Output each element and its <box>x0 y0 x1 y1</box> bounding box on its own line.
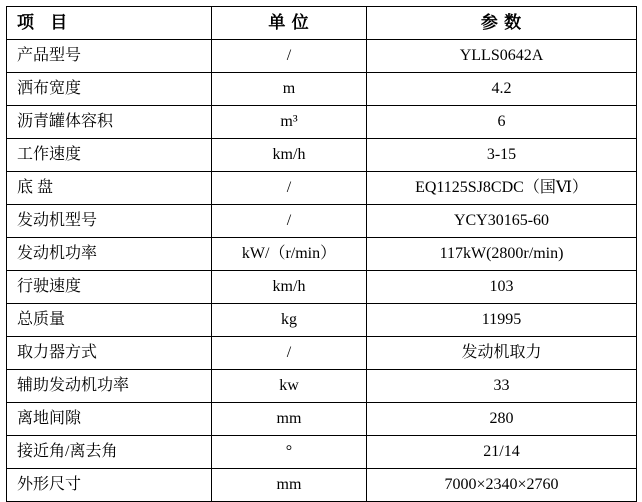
table-row <box>7 403 637 436</box>
row-unit: / <box>212 40 367 73</box>
row-unit: kW/（r/min） <box>212 238 367 271</box>
row-label: 辅助发动机功率 <box>7 370 212 403</box>
table-row <box>7 40 637 73</box>
row-value: 33 <box>367 370 637 403</box>
table-row <box>7 238 637 271</box>
row-label: 行驶速度 <box>7 271 212 304</box>
column-header-unit: 单 位 <box>212 7 367 40</box>
row-value: EQ1125SJ8CDC（国Ⅵ） <box>367 172 637 205</box>
specification-table <box>6 6 637 502</box>
row-label: 接近角/离去角 <box>7 436 212 469</box>
table-row <box>7 106 637 139</box>
table-row <box>7 436 637 469</box>
row-value: 7000×2340×2760 <box>367 469 637 502</box>
row-unit: / <box>212 172 367 205</box>
row-label: 工作速度 <box>7 139 212 172</box>
table-header <box>7 7 637 40</box>
row-value: 6 <box>367 106 637 139</box>
table-row <box>7 205 637 238</box>
row-unit: mm <box>212 403 367 436</box>
row-unit: / <box>212 337 367 370</box>
row-label: 沥青罐体容积 <box>7 106 212 139</box>
row-label: 发动机型号 <box>7 205 212 238</box>
row-value: 11995 <box>367 304 637 337</box>
row-unit: kg <box>212 304 367 337</box>
row-label: 洒布宽度 <box>7 73 212 106</box>
column-header-item: 项 目 <box>7 7 212 40</box>
row-label: 总质量 <box>7 304 212 337</box>
row-value: 4.2 <box>367 73 637 106</box>
row-value: 发动机取力 <box>367 337 637 370</box>
row-label: 取力器方式 <box>7 337 212 370</box>
table-header-row <box>7 7 637 40</box>
table-row <box>7 271 637 304</box>
row-unit: / <box>212 205 367 238</box>
row-value: YCY30165-60 <box>367 205 637 238</box>
row-unit: mm <box>212 469 367 502</box>
row-label: 底 盘 <box>7 172 212 205</box>
row-unit: ° <box>212 436 367 469</box>
column-header-parameter: 参 数 <box>367 7 637 40</box>
table-row <box>7 370 637 403</box>
table-row <box>7 139 637 172</box>
row-label: 外形尺寸 <box>7 469 212 502</box>
row-label: 发动机功率 <box>7 238 212 271</box>
table-row <box>7 469 637 502</box>
row-value: 3-15 <box>367 139 637 172</box>
row-value: 103 <box>367 271 637 304</box>
row-label: 产品型号 <box>7 40 212 73</box>
table-row <box>7 337 637 370</box>
row-unit: kw <box>212 370 367 403</box>
row-label: 离地间隙 <box>7 403 212 436</box>
row-value: 117kW(2800r/min) <box>367 238 637 271</box>
table-body <box>7 40 637 502</box>
row-unit: m <box>212 73 367 106</box>
row-unit: km/h <box>212 271 367 304</box>
row-value: 21/14 <box>367 436 637 469</box>
row-value: 280 <box>367 403 637 436</box>
row-value: YLLS0642A <box>367 40 637 73</box>
row-unit: m³ <box>212 106 367 139</box>
row-unit: km/h <box>212 139 367 172</box>
table-row <box>7 304 637 337</box>
table-row <box>7 172 637 205</box>
table-row <box>7 73 637 106</box>
